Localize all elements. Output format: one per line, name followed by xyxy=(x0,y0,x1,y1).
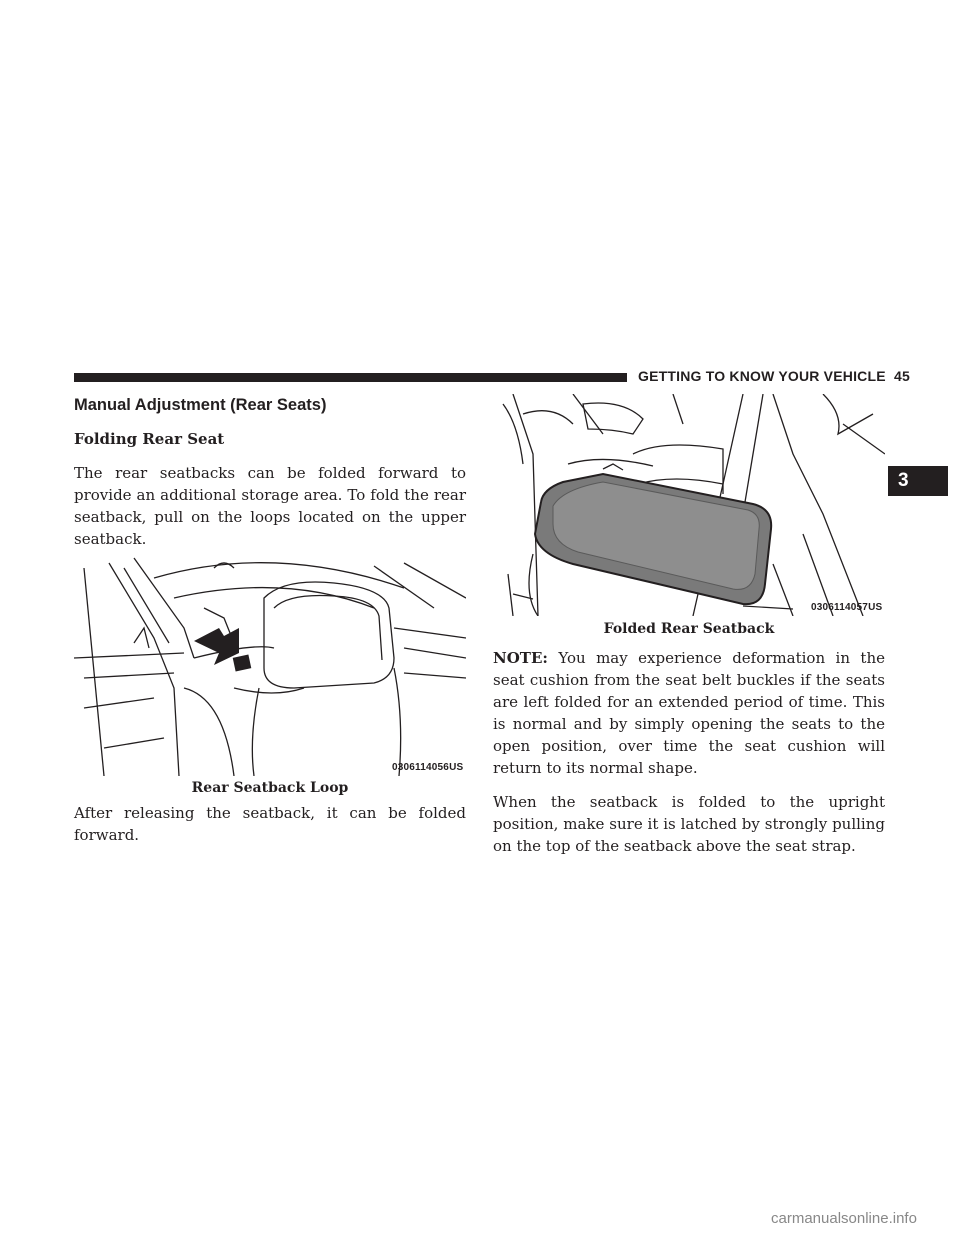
figure-caption-right: Folded Rear Seatback xyxy=(603,621,775,637)
folded-rear-seatback-illustration xyxy=(493,394,885,616)
section-title: GETTING TO KNOW YOUR VEHICLE xyxy=(638,368,886,384)
chapter-tab xyxy=(888,466,948,496)
header-rule xyxy=(74,373,627,382)
arrow-icon xyxy=(194,628,239,665)
figure-caption-left: Rear Seatback Loop xyxy=(191,780,349,796)
running-header xyxy=(638,368,910,384)
note-text-right: You may experience deformation in the seat cushion from the seat belt buckles if the seats are left folded for an extended period of time. This is normal and by simply opening the seats to the open position, over time the seat cushion will return to its normal shape. xyxy=(493,649,885,777)
right-column xyxy=(493,647,885,857)
chapter-number: 3 xyxy=(898,470,909,491)
watermark[interactable]: carmanualsonline.info xyxy=(771,1210,917,1227)
note-deformation xyxy=(493,647,885,779)
figure-id-left: 0306114056US xyxy=(392,762,464,773)
figure-id-right: 0306114057US xyxy=(811,602,883,613)
upright-latch-paragraph: When the seatback is folded to the upright position, make sure it is latched by strongly pulling on the top of the seatback above the seat strap. xyxy=(493,793,885,855)
note-label-right: NOTE: xyxy=(493,649,548,667)
seatback-loop-drawing xyxy=(74,548,466,776)
section-heading: Manual Adjustment (Rear Seats) xyxy=(74,396,327,414)
after-release-paragraph: After releasing the seatback, it can be folded forward. xyxy=(74,804,466,844)
folded-seatback-drawing xyxy=(493,394,885,616)
loop-strap-marker xyxy=(233,654,252,671)
subsection-heading: Folding Rear Seat xyxy=(74,430,225,448)
page-number: 45 xyxy=(893,368,910,384)
intro-paragraph: The rear seatbacks can be folded forward to provide an additional storage area. To fold the rear seatback, pull on the loops located on the upper seatback. xyxy=(74,464,466,548)
rear-seatback-loop-illustration xyxy=(74,548,466,776)
